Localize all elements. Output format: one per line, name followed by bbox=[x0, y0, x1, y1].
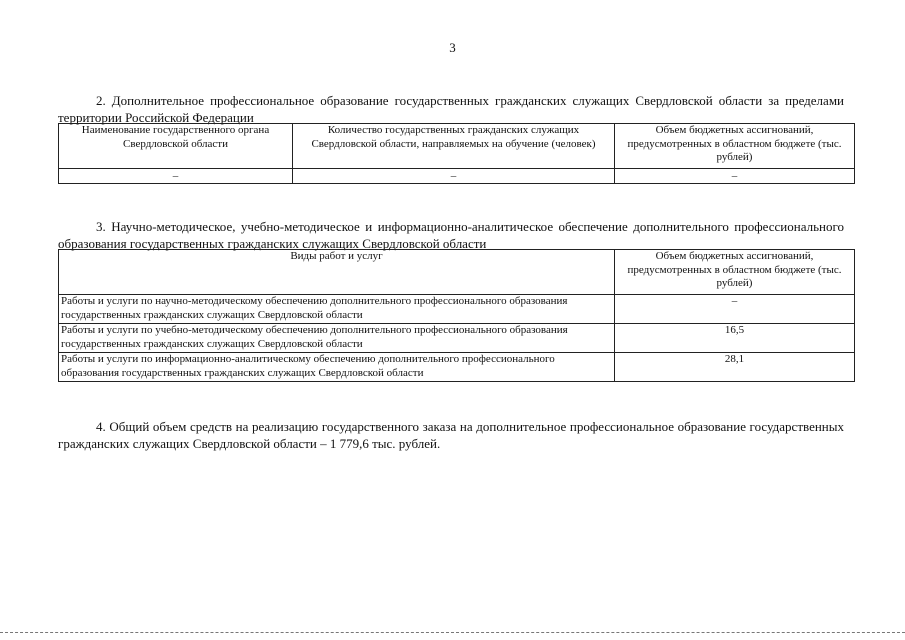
column-header-agency: Наименование государственного органа Свердловской области bbox=[59, 124, 293, 169]
methodical-support-table bbox=[58, 249, 855, 382]
section-4-paragraph: 4. Общий объем средств на реализацию государственного заказа на дополнительное профессиональное образование государственных гражданских служащих Свердловской области – 1 779,6 тыс. рублей. bbox=[58, 419, 844, 451]
column-header-budget: Объем бюджетных ассигнований, предусмотренных в областном бюджете (тыс. рублей) bbox=[615, 250, 855, 295]
table-row bbox=[59, 295, 855, 324]
cell-budget: 28,1 bbox=[615, 353, 855, 382]
section-2-paragraph: 2. Дополнительное профессиональное образование государственных гражданских служащих Свердловской области за пределами территории Российской Федерации bbox=[58, 93, 844, 125]
column-header-budget: Объем бюджетных ассигнований, предусмотренных в областном бюджете (тыс. рублей) bbox=[615, 124, 855, 169]
section-3-paragraph: 3. Научно-методическое, учебно-методическое и информационно-аналитическое обеспечение дополнительного профессионального образования государственных гражданских служащих Свердловской области bbox=[58, 219, 844, 251]
cell-budget: – bbox=[615, 169, 855, 184]
foreign-training-table bbox=[58, 123, 855, 184]
table-header-row bbox=[59, 250, 855, 295]
table-row bbox=[59, 324, 855, 353]
cell-agency: – bbox=[59, 169, 293, 184]
column-header-employee-count: Количество государственных гражданских служащих Свердловской области, направляемых на обучение (человек) bbox=[293, 124, 615, 169]
cell-work-type: Работы и услуги по информационно-аналитическому обеспечению дополнительного профессионального образования государственных гражданских служащих Свердловской области bbox=[59, 353, 615, 382]
column-header-work-types: Виды работ и услуг bbox=[59, 250, 615, 295]
cell-budget: – bbox=[615, 295, 855, 324]
cell-work-type: Работы и услуги по научно-методическому обеспечению дополнительного профессионального образования государственных гражданских служащих Свердловской области bbox=[59, 295, 615, 324]
page-number: 3 bbox=[449, 40, 456, 55]
cell-work-type: Работы и услуги по учебно-методическому обеспечению дополнительного профессионального образования государственных гражданских служащих Свердловской области bbox=[59, 324, 615, 353]
page-bottom-rule bbox=[0, 632, 905, 633]
table-row bbox=[59, 353, 855, 382]
cell-budget: 16,5 bbox=[615, 324, 855, 353]
table-row bbox=[59, 169, 855, 184]
table-header-row bbox=[59, 124, 855, 169]
cell-employee-count: – bbox=[293, 169, 615, 184]
